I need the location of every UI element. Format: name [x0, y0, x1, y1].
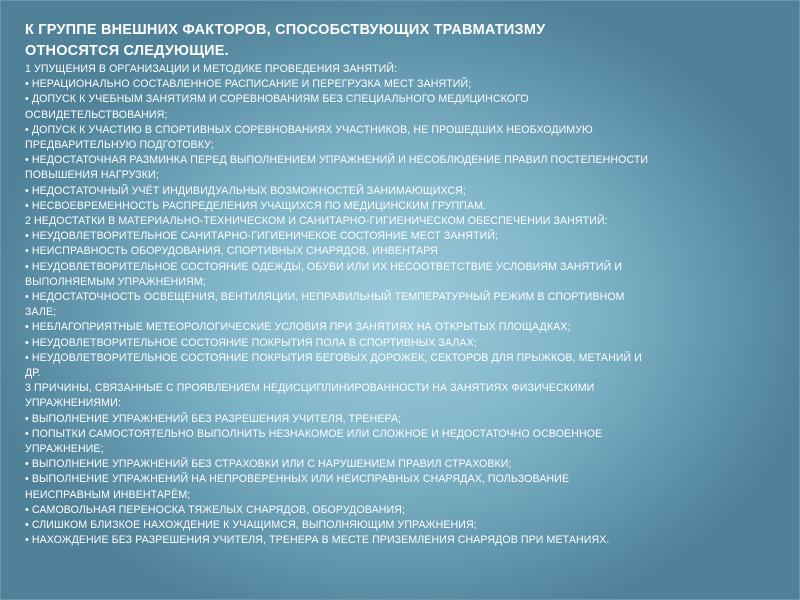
list-item-continuation: ЗАЛЕ; — [25, 306, 57, 319]
list-item-continuation: ДР. — [25, 367, 41, 380]
list-item-continuation: НЕИСПРАВНЫМ ИНВЕНТАРЁМ; — [25, 488, 191, 501]
list-item: • НЕУДОВЛЕТВОРИТЕЛЬНОЕ САНИТАРНО-ГИГИЕНИЧЕКОЕ СОСТОЯНИЕ МЕСТ ЗАНЯТИЙ; — [25, 230, 499, 243]
list-item: • НЕДОСТАТОЧНАЯ РАЗМИНКА ПЕРЕД ВЫПОЛНЕНИЕМ УПРАЖНЕНИЙ И НЕСОБЛЮДЕНИЕ ПРАВИЛ ПОСТЕПЕННОСТИ — [25, 154, 649, 167]
list-item-continuation: ПОВЫШЕНИЯ НАГРУЗКИ; — [25, 169, 159, 182]
list-item: • ВЫПОЛНЕНИЕ УПРАЖНЕНИЙ БЕЗ РАЗРЕШЕНИЯ УЧИТЕЛЯ, ТРЕНЕРА; — [25, 412, 402, 425]
list-item: • СЛИШКОМ БЛИЗКОЕ НАХОЖДЕНИЕ К УЧАЩИМСЯ, ВЫПОЛНЯЮЩИМ УПРАЖНЕНИЯ; — [25, 519, 477, 532]
list-item: • ПОПЫТКИ САМОСТОЯТЕЛЬНО ВЫПОЛНИТЬ НЕЗНАКОМОЕ ИЛИ СЛОЖНОЕ И НЕДОСТАТОЧНО ОСВОЕННОЕ — [25, 427, 603, 440]
slide-title-line: К ГРУППЕ ВНЕШНИХ ФАКТОРОВ, СПОСОБСТВУЮЩИХ ТРАВМАТИЗМУ — [25, 22, 546, 38]
list-item: • НЕИСПРАВНОСТЬ ОБОРУДОВАНИЯ, СПОРТИВНЫХ СНАРЯДОВ, ИНВЕНТАРЯ — [25, 245, 438, 258]
section-heading: 3 ПРИЧИНЫ, СВЯЗАННЫЕ С ПРОЯВЛЕНИЕМ НЕДИСЦИПЛИНИРОВАННОСТИ НА ЗАНЯТИЯХ ФИЗИЧЕСКИМИ — [25, 382, 595, 395]
list-item: • ВЫПОЛНЕНИЕ УПРАЖНЕНИЙ НА НЕПРОВЕРЕННЫХ ИЛИ НЕИСПРАВНЫХ СНАРЯДАХ, ПОЛЬЗОВАНИЕ — [25, 473, 570, 486]
slide-title-line: ОТНОСЯТСЯ СЛЕДУЮЩИЕ. — [25, 43, 229, 59]
list-item: • НЕДОСТАТОЧНЫЙ УЧЁТ ИНДИВИДУАЛЬНЫХ ВОЗМОЖНОСТЕЙ ЗАНИМАЮЩИХСЯ; — [25, 184, 466, 197]
list-item: • НЕБЛАГОПРИЯТНЫЕ МЕТЕОРОЛОГИЧЕСКИЕ УСЛОВИЯ ПРИ ЗАНЯТИЯХ НА ОТКРЫТЫХ ПЛОЩАДКАХ; — [25, 321, 571, 334]
list-item: • ВЫПОЛНЕНИЕ УПРАЖНЕНИЙ БЕЗ СТРАХОВКИ ИЛИ С НАРУШЕНИЕМ ПРАВИЛ СТРАХОВКИ; — [25, 458, 512, 471]
list-item-continuation: ВЫПОЛНЯЕМЫМ УПРАЖНЕНИЯМ; — [25, 275, 206, 288]
list-item: • ДОПУСК К УЧЕБНЫМ ЗАНЯТИЯМ И СОРЕВНОВАНИЯМ БЕЗ СПЕЦИАЛЬНОГО МЕДИЦИНСКОГО — [25, 93, 529, 106]
list-item-continuation: ПРЕДВАРИТЕЛЬНУЮ ПОДГОТОВКУ; — [25, 139, 214, 152]
list-item: • ДОПУСК К УЧАСТИЮ В СПОРТИВНЫХ СОРЕВНОВАНИЯХ УЧАСТНИКОВ, НЕ ПРОШЕДШИХ НЕОБХОДИМУЮ — [25, 123, 593, 136]
slide-content — [25, 19, 785, 579]
list-item: • НЕРАЦИОНАЛЬНО СОСТАВЛЕННОЕ РАСПИСАНИЕ И ПЕРЕГРУЗКА МЕСТ ЗАНЯТИЙ; — [25, 78, 472, 91]
section-heading: 2 НЕДОСТАТКИ В МАТЕРИАЛЬНО-ТЕХНИЧЕСКОМ И САНИТАРНО-ГИГИЕНИЧЕСКОМ ОБЕСПЕЧЕНИИ ЗАНЯТИЙ: — [25, 215, 608, 228]
list-item: • САМОВОЛЬНАЯ ПЕРЕНОСКА ТЯЖЕЛЫХ СНАРЯДОВ, ОБОРУДОВАНИЯ; — [25, 503, 406, 516]
section-heading-continuation: УПРАЖНЕНИЯМИ: — [25, 397, 121, 410]
list-item: • НЕСВОЕВРЕМЕННОСТЬ РАСПРЕДЕЛЕНИЯ УЧАЩИХСЯ ПО МЕДИЦИНСКИМ ГРУППАМ. — [25, 199, 487, 212]
list-item: • НЕУДОВЛЕТВОРИТЕЛЬНОЕ СОСТОЯНИЕ ПОКРЫТИЯ ПОЛА В СПОРТИВНЫХ ЗАЛАХ; — [25, 336, 477, 349]
list-item-continuation: ОСВИДЕТЕЛЬСТВОВАНИЯ; — [25, 108, 168, 121]
list-item: • НЕУДОВЛЕТВОРИТЕЛЬНОЕ СОСТОЯНИЕ ПОКРЫТИЯ БЕГОВЫХ ДОРОЖЕК, СЕКТОРОВ ДЛЯ ПРЫЖКОВ, МЕТАНИЙ И — [25, 351, 643, 364]
list-item-continuation: УПРАЖНЕНИЕ; — [25, 443, 104, 456]
section-heading: 1 УПУЩЕНИЯ В ОРГАНИЗАЦИИ И МЕТОДИКЕ ПРОВЕДЕНИЯ ЗАНЯТИЙ: — [25, 63, 398, 75]
list-item: • НАХОЖДЕНИЕ БЕЗ РАЗРЕШЕНИЯ УЧИТЕЛЯ, ТРЕНЕРА В МЕСТЕ ПРИЗЕМЛЕНИЯ СНАРЯДОВ ПРИ МЕТАНИЯХ. — [25, 534, 610, 547]
list-item: • НЕУДОВЛЕТВОРИТЕЛЬНОЕ СОСТОЯНИЕ ОДЕЖДЫ, ОБУВИ ИЛИ ИХ НЕСООТВЕТСТВИЕ УСЛОВИЯМ ЗАНЯТИЙ И — [25, 260, 623, 273]
list-item: • НЕДОСТАТОЧНОСТЬ ОСВЕЩЕНИЯ, ВЕНТИЛЯЦИИ, НЕПРАВИЛЬНЫЙ ТЕМПЕРАТУРНЫЙ РЕЖИМ В СПОРТИВНОМ — [25, 291, 625, 304]
